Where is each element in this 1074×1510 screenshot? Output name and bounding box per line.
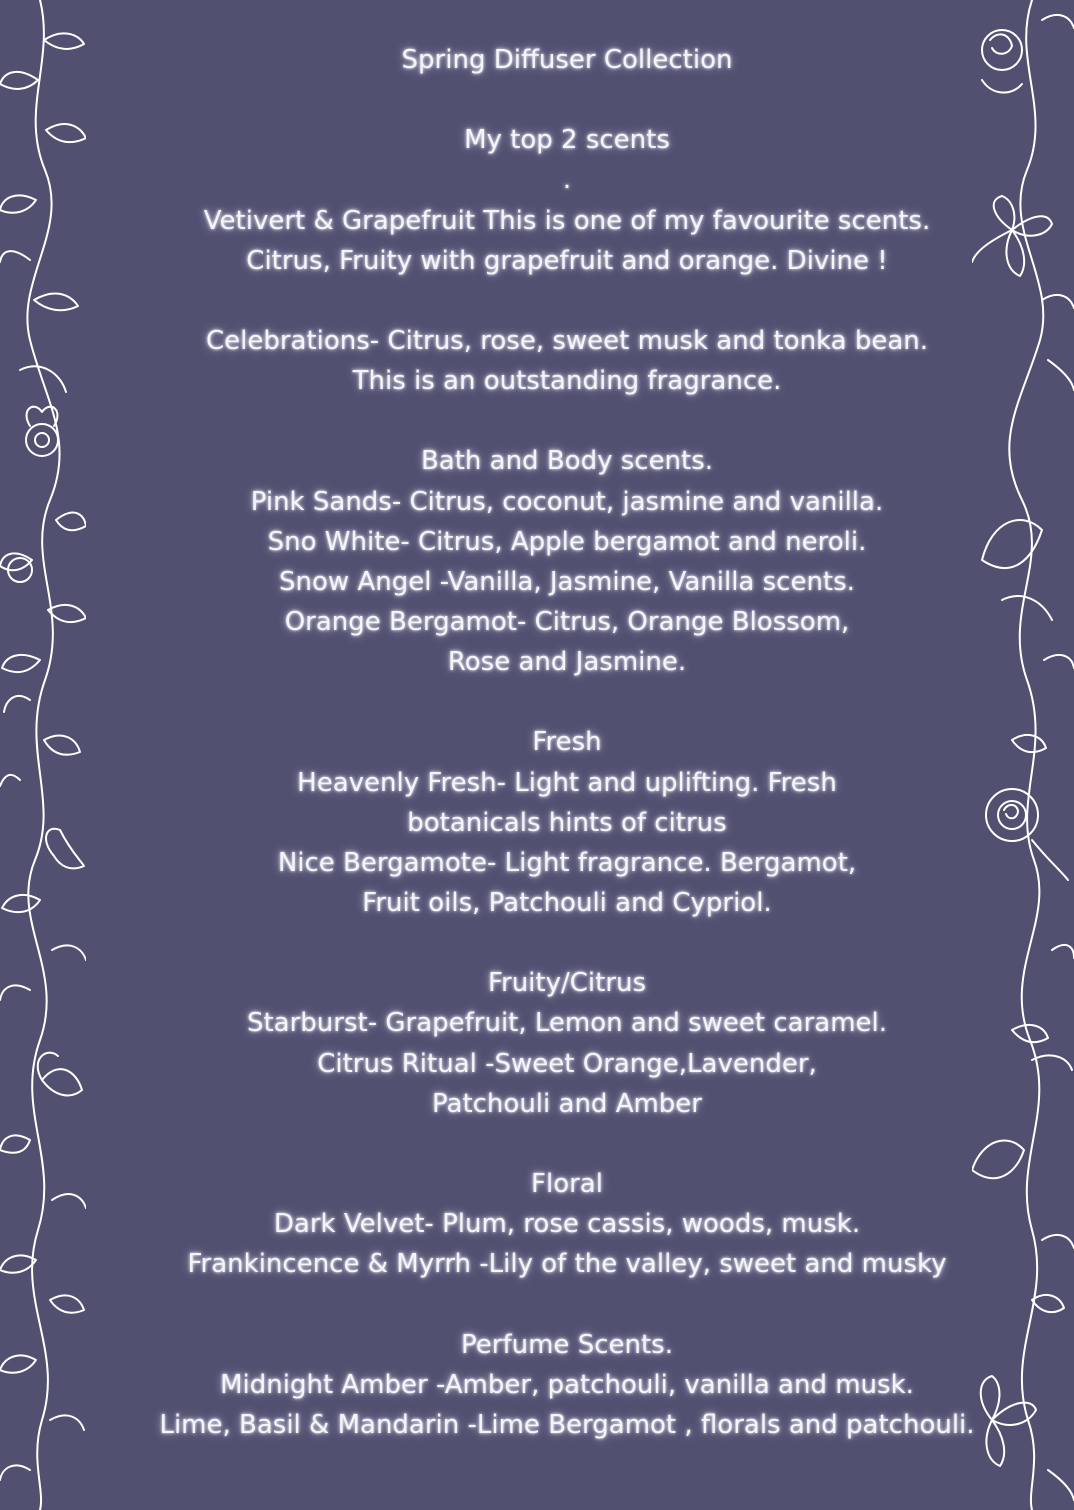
scent-list [150, 40, 984, 1445]
floral-line: Frankincence & Myrrh -Lily of the valley, sweet and musky [187, 1249, 947, 1280]
bath-line: Pink Sands- Citrus, coconut, jasmine and vanilla. [250, 486, 884, 517]
intro-dot: . [562, 165, 572, 196]
floral-line: Dark Velvet- Plum, rose cassis, woods, musk. [273, 1209, 861, 1240]
fruity-line: Citrus Ritual -Sweet Orange,Lavender, [317, 1048, 817, 1079]
right-floral-border [972, 0, 1074, 1510]
fresh-heading: Fresh [532, 727, 602, 758]
fresh-line: Fruit oils, Patchouli and Cypriol. [362, 887, 772, 918]
vetivert-line-1: Vetivert & Grapefruit This is one of my favourite scents. [203, 205, 931, 236]
bath-line: Rose and Jasmine. [447, 647, 687, 678]
celebrations-line-2: This is an outstanding fragrance. [352, 366, 782, 397]
floral-heading: Floral [531, 1168, 603, 1199]
vetivert-line-2: Citrus, Fruity with grapefruit and orange. Divine ! [246, 245, 888, 276]
floral-vine-icon [0, 0, 86, 1510]
floral-vine-icon [972, 0, 1074, 1510]
fruity-line: Starburst- Grapefruit, Lemon and sweet caramel. [246, 1008, 888, 1039]
fruity-heading: Fruity/Citrus [487, 968, 647, 999]
intro-heading: My top 2 scents [464, 125, 670, 156]
page-title: Spring Diffuser Collection [401, 45, 733, 75]
fresh-line: Nice Bergamote- Light fragrance. Bergamot, [277, 847, 857, 878]
bath-line: Orange Bergamot- Citrus, Orange Blossom, [284, 606, 850, 637]
fruity-line: Patchouli and Amber [432, 1088, 702, 1119]
perfume-line: Midnight Amber -Amber, patchouli, vanilla and musk. [220, 1369, 914, 1400]
fresh-line: botanicals hints of citrus [407, 807, 727, 838]
fresh-line: Heavenly Fresh- Light and uplifting. Fresh [297, 767, 837, 798]
celebrations-line-1: Celebrations- Citrus, rose, sweet musk and tonka bean. [205, 325, 929, 356]
left-floral-border [0, 0, 86, 1510]
bath-line: Sno White- Citrus, Apple bergamot and neroli. [267, 526, 867, 557]
perfume-line: Lime, Basil & Mandarin -Lime Bergamot , florals and patchouli. [159, 1409, 975, 1440]
bath-line: Snow Angel -Vanilla, Jasmine, Vanilla scents. [279, 566, 855, 597]
bath-heading: Bath and Body scents. [420, 446, 714, 477]
perfume-heading: Perfume Scents. [461, 1329, 673, 1360]
